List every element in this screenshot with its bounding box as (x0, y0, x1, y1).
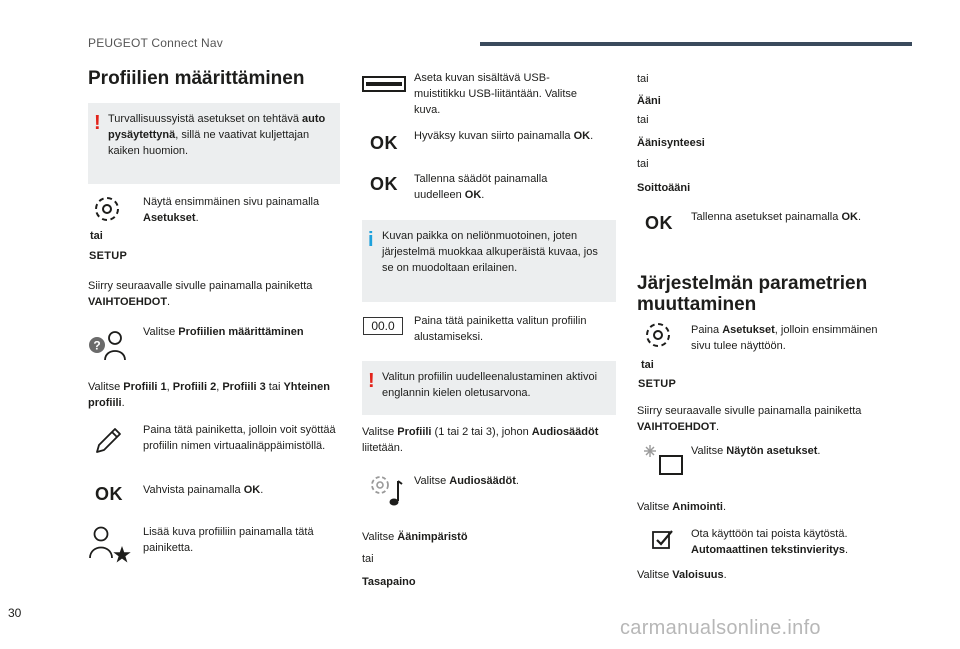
step-select-audio: Valitse Audiosäädöt. (414, 475, 519, 487)
header-title: PEUGEOT Connect Nav (88, 36, 223, 50)
setup-button-label: SETUP (638, 378, 677, 390)
warning-box (362, 361, 616, 415)
para-select-profile: Valitse Profiili 1, Profiili 2, Profiili 3 tai Yhteinen profiili. (88, 381, 330, 409)
or-label: tai (637, 114, 649, 126)
step-insert-usb: Aseta kuvan sisältävä USB-muistitikku USB-liitäntään. Valitse kuva. (414, 72, 578, 116)
gear-icon (642, 319, 674, 351)
or-label: tai (637, 158, 649, 170)
svg-text:?: ? (93, 338, 101, 353)
info-box (362, 220, 616, 302)
ok-button-label: OK (370, 133, 398, 153)
para-select-ambience: Valitse Äänimpäristö (362, 531, 468, 543)
ok-button-label: OK (645, 213, 673, 233)
step-save-ok: Tallenna säädöt painamalla uudelleen OK. (414, 173, 548, 201)
info-text: Kuvan paikka on neliönmuotoinen, joten järjestelmä muokkaa alkuperäistä kuvaa, jos se on muodoltaan erilainen. (382, 230, 598, 274)
option-ringtone: Soittoääni (637, 182, 691, 194)
info-icon: i (368, 229, 374, 251)
gear-icon (91, 193, 123, 225)
para-options: Siirry seuraavalle sivulle painamalla painiketta VAIHTOEHDOT. (88, 280, 313, 308)
step-select-profiles: Valitse Profiilien määrittäminen (143, 326, 304, 338)
display-settings-icon (640, 442, 684, 478)
step-press-settings: Paina Asetukset, jolloin ensimmäinen sivu tulee näyttöön. (691, 324, 878, 352)
warning-text: Turvallisuussyistä asetukset on tehtävä auto pysäytettynä, sillä ne vaativat kuljettajan kaiken huomion. (108, 113, 326, 157)
step-reset-profile: Paina tätä painiketta valitun profiilin alustamiseksi. (414, 315, 587, 343)
watermark: carmanualsonline.info (620, 617, 821, 639)
para-animation: Valitse Animointi. (637, 501, 727, 513)
audio-settings-icon (368, 473, 404, 509)
warning-icon: ! (94, 112, 101, 134)
warning-box (88, 103, 340, 184)
profile-star-icon (88, 524, 132, 564)
usb-slot-icon (362, 76, 406, 92)
warning-text: Valitun profiilin uudelleenalustaminen aktivoi englannin kielen oletusarvona. (382, 371, 598, 399)
or-label: tai (637, 73, 649, 85)
or-label: tai (641, 359, 654, 371)
step-display-settings: Valitse Näytön asetukset. (691, 445, 821, 457)
para-select-profile-audio: Valitse Profiili (1 tai 2 tai 3), johon Audiosäädöt liitetään. (362, 426, 599, 454)
warning-icon: ! (368, 370, 375, 392)
step-show-settings: Näytä ensimmäinen sivu painamalla Asetukset. (143, 196, 320, 224)
step-enter-name: Paina tätä painiketta, jolloin voit syöttää profiilin nimen virtuaalinäppäimistöllä. (143, 424, 336, 452)
page-number: 30 (8, 606, 22, 620)
step-toggle-autoscroll: Ota käyttöön tai poista käytöstä. Automaattinen tekstinvieritys. (691, 528, 849, 556)
profile-question-icon (88, 326, 130, 362)
ok-button-label: OK (370, 174, 398, 194)
step-add-photo: Lisää kuva profiiliin painamalla tätä painiketta. (143, 526, 314, 554)
header-bar (480, 42, 912, 46)
checkbox-icon (652, 528, 674, 550)
step-accept-transfer: Hyväksy kuvan siirto painamalla OK. (414, 130, 594, 142)
step-save-settings: Tallenna asetukset painamalla OK. (691, 211, 861, 223)
or-label: tai (362, 553, 374, 565)
or-label: tai (90, 230, 103, 242)
option-voice-synthesis: Äänisynteesi (637, 137, 705, 149)
step-confirm-ok: Vahvista painamalla OK. (143, 484, 264, 496)
section-heading-system: Järjestelmän parametrien muuttaminen (637, 273, 868, 315)
setup-button-label: SETUP (89, 250, 128, 262)
option-balance: Tasapaino (362, 576, 416, 588)
section-heading-profiles: Profiilien määrittäminen (88, 68, 305, 89)
pencil-icon (92, 424, 124, 456)
option-sound: Ääni (637, 95, 661, 107)
ok-button-label: OK (95, 484, 123, 504)
reset-profile-button: 00.0 (363, 317, 403, 335)
para-brightness: Valitse Valoisuus. (637, 569, 727, 581)
para-options: Siirry seuraavalle sivulle painamalla painiketta VAIHTOEHDOT. (637, 405, 862, 433)
